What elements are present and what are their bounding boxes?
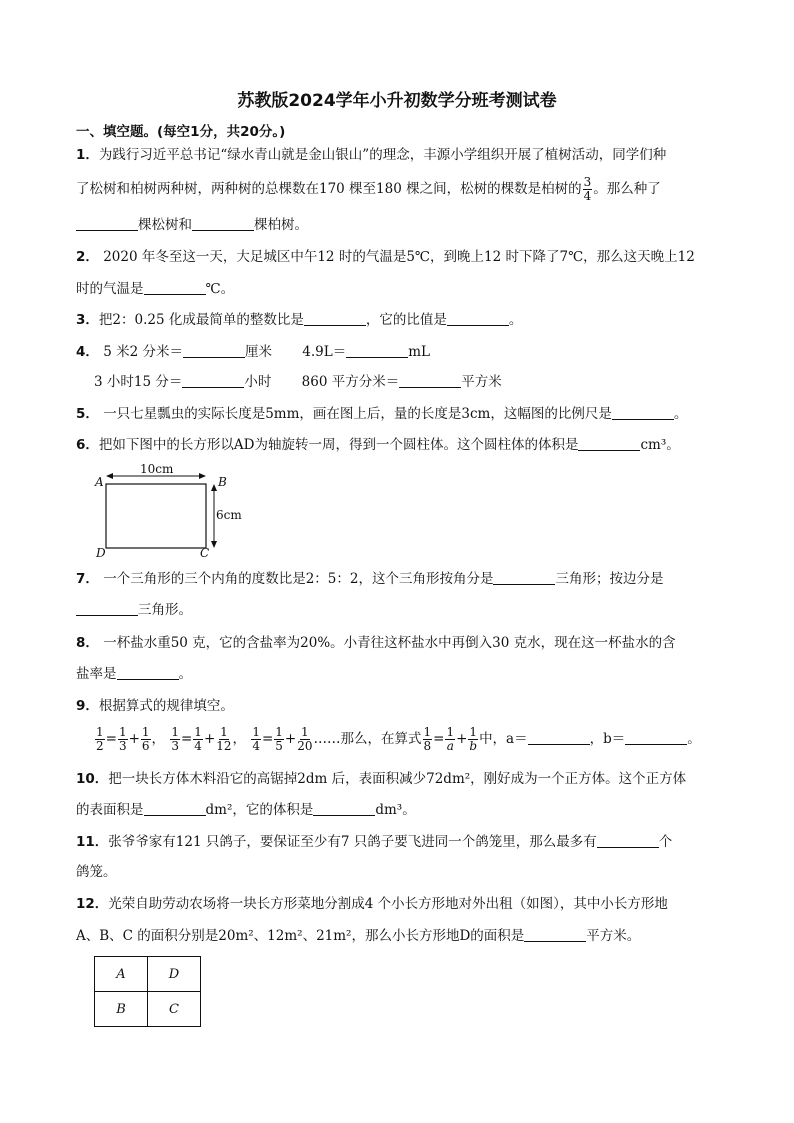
q10-line2	[76, 801, 416, 819]
q4-text-b: 厘米	[244, 344, 272, 360]
q9-number: 9．	[76, 698, 99, 714]
q4-text-g: 860 平方分米＝	[301, 374, 400, 390]
q12-line2	[76, 927, 640, 945]
q11-number: 11．	[76, 834, 109, 850]
q8-blank[interactable]	[117, 665, 179, 680]
q6-vertex-c: C	[200, 546, 210, 560]
q4-text-a: 5 米2 分米＝	[98, 344, 183, 360]
q11-text-a: 张爷爷家有121 只鸽子，要保证至少有7 只鸽子要飞进同一个鸽笼里，那么最多有	[108, 834, 597, 850]
q9-blank-a[interactable]	[528, 730, 590, 745]
plot-c: C	[148, 992, 201, 1027]
q8-line2	[76, 665, 192, 683]
q9-line1	[76, 697, 234, 715]
q4-line2	[94, 373, 502, 391]
q10-blank-2[interactable]	[313, 801, 375, 816]
q4-blank-3[interactable]	[182, 373, 244, 388]
q3-number: 3．	[76, 312, 99, 328]
q5-text-b: 。	[673, 406, 688, 422]
q4-text-h: 平方米	[461, 374, 502, 390]
q1-blank-1[interactable]	[76, 216, 138, 231]
q4-text-d: mL	[408, 344, 430, 360]
q9-frac-2b: $\frac{1}{4}$	[194, 725, 202, 753]
q2-text2b: ℃。	[205, 281, 235, 297]
q6-label-length: 10cm	[140, 462, 174, 476]
q2-number: 2．	[76, 249, 99, 265]
q2-text1: 2020 年冬至这一天，大足城区中午12 时的气温是5℃，到晚上12 时下降了7℃，那么这天晚上12	[98, 249, 695, 265]
q4-blank-4[interactable]	[399, 373, 461, 388]
q9-frac-2c: $\frac{1}{12}$	[216, 725, 232, 753]
q1-line1	[76, 146, 666, 164]
q4-text-e: 3 小时15 分＝	[94, 374, 183, 390]
q1-line2	[76, 176, 661, 203]
q7-line1	[76, 570, 663, 588]
q10-blank-1[interactable]	[144, 801, 206, 816]
q8-text-b: 盐率是	[76, 666, 117, 682]
q6-label-width: 6cm	[216, 508, 242, 522]
q8-line1	[76, 634, 676, 652]
q8-text-a: 一杯盐水重50 克，它的含盐率为20%。小青往这杯盐水中再倒入30 克水，现在这一杯盐水的含	[98, 635, 676, 651]
q1-fraction: $\frac{3}{4}$	[583, 175, 592, 203]
q4-number: 4．	[76, 344, 99, 360]
section-heading: 一、填空题。(每空1分，共20分。)	[76, 124, 286, 140]
q4-text-f: 小时	[244, 374, 272, 390]
q6-line	[76, 436, 680, 454]
q11-blank[interactable]	[597, 833, 659, 848]
q2-blank[interactable]	[144, 280, 206, 295]
q11-line2	[76, 863, 117, 881]
q4-line1	[76, 343, 430, 361]
q3-blank-1[interactable]	[304, 311, 366, 326]
q12-text-b: A、B、C 的面积分别是20m²、12m²、21m²，那么小长方形地D的面积是	[76, 928, 525, 944]
q9-frac-1c: $\frac{1}{6}$	[141, 725, 150, 753]
q7-number: 7．	[76, 571, 99, 587]
q11-text-c: 鸽笼。	[76, 864, 117, 880]
q10-line1	[76, 770, 686, 788]
q12-line1	[76, 895, 668, 913]
q7-text-b: 三角形；按边分是	[555, 571, 664, 587]
q1-text3a: 棵松树和	[138, 217, 192, 233]
q5-line	[76, 405, 687, 423]
q7-text-a: 一个三角形的三个内角的度数比是2：5：2，这个三角形按角分是	[98, 571, 494, 587]
q1-number: 1．	[76, 147, 99, 163]
q5-number: 5．	[76, 406, 99, 422]
plot-b: B	[95, 992, 148, 1027]
q9-frac-4b: $\frac{1}{a}$	[446, 725, 455, 753]
q6-text-a: 把如下图中的长方形以AD为轴旋转一周，得到一个圆柱体。这个圆柱体的体积是	[98, 437, 579, 453]
q4-blank-2[interactable]	[346, 343, 408, 358]
q5-text-a: 一只七星瓢虫的实际长度是5mm，画在图上后，量的长度是3cm，这幅图的比例尺是	[98, 406, 612, 422]
q3-text-a: 把2：0.25 化成最简单的整数比是	[98, 312, 304, 328]
q7-blank-2[interactable]	[76, 601, 138, 616]
q10-text-c: dm²，它的体积是	[205, 802, 314, 818]
plot-a: A	[95, 957, 148, 992]
q1-text2b: 。那么种了	[593, 181, 661, 197]
q1-text2: 了松树和柏树两种树，两种树的总棵数在170 棵至180 棵之间，松树的棵数是柏树的	[76, 181, 582, 197]
q5-blank[interactable]	[612, 405, 674, 420]
q9-frac-2a: $\frac{1}{3}$	[171, 725, 179, 753]
q12-plot-grid	[94, 956, 201, 1027]
q9-frac-3a: $\frac{1}{4}$	[252, 725, 260, 753]
q1-line3	[76, 216, 308, 234]
q8-number: 8．	[76, 635, 99, 651]
q10-text-a: 把一块长方体木料沿它的高锯掉2dm 后，表面积减少72dm²，刚好成为一个正方体。这个正方体	[108, 771, 687, 787]
q9-text-end: 。	[687, 731, 701, 747]
q4-blank-1[interactable]	[183, 343, 245, 358]
q9-frac-4c: $\frac{1}{b}$	[469, 725, 478, 753]
q6-vertex-a: A	[95, 475, 104, 489]
q7-blank-1[interactable]	[493, 570, 555, 585]
q8-text-c: 。	[178, 666, 192, 682]
q12-blank[interactable]	[524, 927, 586, 942]
plot-d: D	[148, 957, 201, 992]
q3-text-b: ，它的比值是	[365, 312, 447, 328]
q9-text-a: 根据算式的规律填空。	[98, 698, 234, 714]
q10-text-d: dm³。	[375, 802, 416, 818]
page-title: 苏教版2024学年小升初数学分班考测试卷	[237, 91, 557, 111]
q11-line1	[76, 833, 672, 851]
q1-text3b: 棵柏树。	[254, 217, 308, 233]
q9-frac-1b: $\frac{1}{3}$	[118, 725, 127, 753]
q9-line2: $\frac{1}{2}$ = $\frac{1}{3}$ + $\frac{1}{6}$ ， $\frac{1}{3}$ = $\frac{1}{4}$ + $\frac{1}{12}$ ， $\frac{1}{4}$ = $\frac{1}{5}$ + $\frac{1}{20}$ ……那么，在算式 $\frac{1}{8}$ = $\frac{1}{a}$ + $\frac{1}{b}$ 中，a＝ ，b＝ 。	[96, 725, 701, 753]
q4-text-c: 4.9L＝	[302, 344, 347, 360]
q1-blank-2[interactable]	[192, 216, 254, 231]
q12-text-c: 平方米。	[586, 928, 641, 944]
q9-frac-3c: $\frac{1}{20}$	[297, 725, 313, 753]
q1-text1: 为践行习近平总书记“绿水青山就是金山银山”的理念，丰源小学组织开展了植树活动，同学们种	[98, 147, 667, 163]
q6-blank[interactable]	[578, 436, 640, 451]
q2-line2	[76, 280, 234, 298]
q6-number: 6．	[76, 437, 99, 453]
q6-vertex-d: D	[96, 546, 106, 560]
q6-text-b: cm³。	[640, 437, 680, 453]
q9-text-bq: ，b＝	[589, 731, 626, 747]
q2-text2: 时的气温是	[76, 281, 144, 297]
q7-text-c: 三角形。	[138, 602, 192, 618]
q9-text-mid: 中，a＝	[479, 731, 528, 747]
q3-text-c: 。	[508, 312, 523, 328]
q9-text-dots: ……那么，在算式	[313, 731, 422, 747]
q3-blank-2[interactable]	[447, 311, 509, 326]
q2-line1	[76, 248, 695, 266]
q12-number: 12．	[76, 896, 109, 912]
q9-frac-1a: $\frac{1}{2}$	[96, 725, 104, 753]
q9-blank-b[interactable]	[625, 730, 687, 745]
q12-text-a: 光荣自助劳动农场将一块长方形菜地分割成4 个小长方形地对外出租（如图），其中小长方形地	[108, 896, 668, 912]
q7-line2	[76, 601, 192, 619]
q3-line	[76, 311, 522, 329]
q10-number: 10．	[76, 771, 109, 787]
q9-frac-3b: $\frac{1}{5}$	[275, 725, 283, 753]
q6-vertex-b: B	[218, 475, 227, 489]
q10-text-b: 的表面积是	[76, 802, 144, 818]
q9-frac-4a: $\frac{1}{8}$	[423, 725, 432, 753]
q11-text-b: 个	[658, 834, 673, 850]
